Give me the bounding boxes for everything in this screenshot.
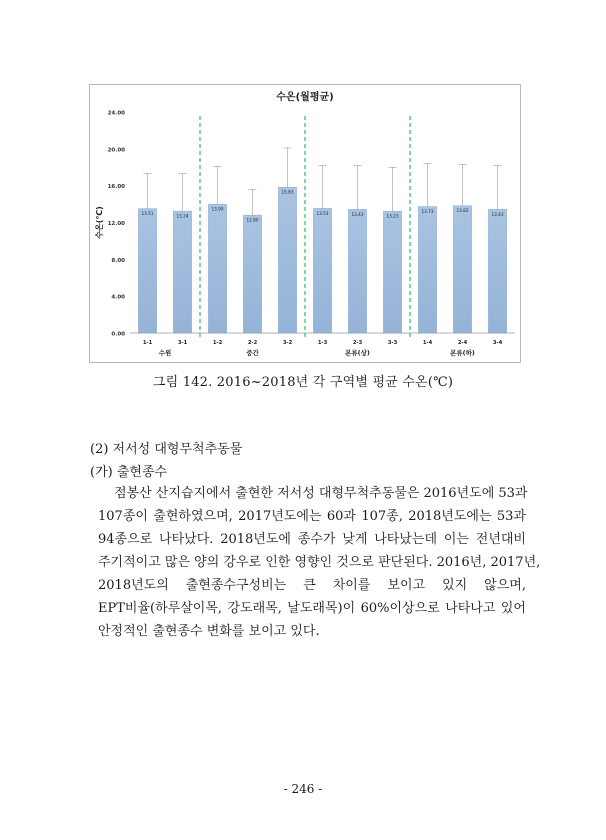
x-tick-label: 1-4 [422,340,433,346]
x-tick-label: 1-3 [317,340,328,346]
y-tick-label: 20.00 [107,147,125,154]
bar [138,209,156,333]
bar [383,211,401,333]
data-label: 13.43 [351,211,364,217]
data-label: 15.83 [281,189,294,195]
bar [488,209,506,333]
x-tick-label: 2-2 [247,340,258,346]
bar [348,209,366,333]
x-tick-label: 2-4 [457,340,468,346]
data-label: 12.80 [246,217,259,223]
group-label: 본류(하) [450,349,475,357]
bar [453,206,471,333]
subsection-heading: (가) 출현종수 [90,465,168,480]
paragraph-line: 2018년도의 출현종수구성비는 큰 차이를 보이고 있지 않으며, [98,578,526,593]
y-tick-label: 12.00 [107,221,125,227]
group-label: 수원 [158,349,172,357]
bar [313,208,331,333]
figure-caption: 그림 142. 2016~2018년 각 구역별 평균 수온(℃) [152,375,454,390]
x-tick-label: 2-3 [352,340,363,346]
x-tick-label: 3-1 [177,340,188,346]
y-tick-label: 16.00 [107,184,125,191]
bar [208,204,226,333]
bar [418,207,436,333]
bar [243,215,261,333]
data-label: 13.51 [141,211,154,217]
paragraph-line: 안정적인 출현종수 변화를 보이고 있다. [98,624,320,639]
data-label: 13.24 [176,213,189,219]
bar [173,211,191,333]
y-axis-title: 수온(℃) [95,206,104,239]
data-label: 13.82 [456,208,469,214]
group-label: 중간 [246,349,259,357]
paragraph-line: 점봉산 산지습지에서 출현한 저서성 대형무척추동물은 2016년도에 53과 [114,486,528,501]
x-tick-label: 3-2 [282,340,293,346]
y-tick-label: 4.00 [111,294,125,301]
data-label: 13.99 [211,206,224,212]
data-label: 13.43 [491,211,504,217]
data-label: 13.73 [421,209,434,215]
y-tick-label: 24.00 [107,110,125,117]
paragraph-line: 107종이 출현하였으며, 2017년도에는 60과 107종, 2018년도에는 53과 [98,509,526,524]
bar [278,187,296,333]
paragraph-line: 94종으로 나타났다. 2018년도에 종수가 낮게 나타났는데 이는 전년대비 [98,532,526,547]
x-tick-label: 1-1 [142,340,153,346]
x-tick-label: 3-3 [387,340,398,346]
water-temperature-chart [89,84,521,363]
y-tick-label: 0.00 [111,331,125,338]
paragraph-line: 주기적이고 많은 양의 강우로 인한 영향인 것으로 판단된다. 2016년, 2017년, [98,555,541,570]
section-heading: (2) 저서성 대형무척추동물 [90,442,243,457]
data-label: 13.53 [316,210,329,216]
group-label: 본류(상) [345,349,370,357]
body-paragraph [98,482,541,643]
chart-canvas [90,85,520,362]
y-tick-label: 8.00 [111,257,125,264]
page-number: - 246 - [283,782,323,796]
chart-title: 수온(월평균) [276,92,334,103]
data-label: 13.23 [386,213,399,219]
x-tick-label: 1-2 [212,340,223,346]
paragraph-line: EPT비율(하루살이목, 강도래목, 날도래목)이 60%이상으로 나타나고 있어 [98,601,526,616]
x-tick-label: 3-4 [492,340,503,346]
